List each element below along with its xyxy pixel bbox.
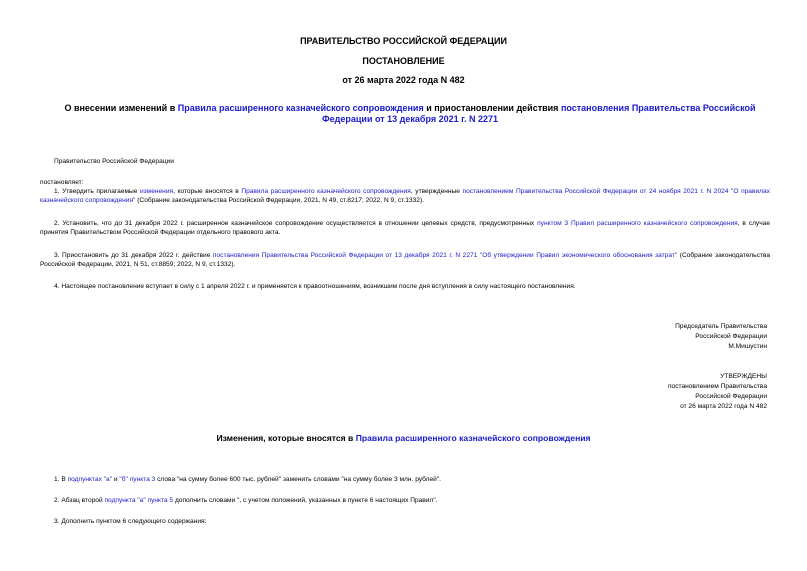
p2-text-2: , в случае принятия Правительством Российской Федерации отдельного правового акта. xyxy=(40,220,770,236)
decrees-line: постановляет: xyxy=(40,179,84,186)
paragraph-4: 4. Настоящее постановление вступает в силу с 1 апреля 2022 г. и применяется к правоотношениям, возникшим после дня вступления в силу настоящего постановления. xyxy=(54,283,576,290)
i1-link-subpoints-a[interactable]: подпунктах "а" xyxy=(67,476,113,483)
approved-block xyxy=(507,372,767,412)
p1-link-decree-2024[interactable]: постановлением Правительства Российской Федерации от 24 ноября 2021 г. N 2024 "О правилах казначейского сопровождения" xyxy=(40,188,770,204)
p3-text-2: (Собрание законодательства Российской Федерации, 2021, N 51, ст.8859; 2022, N 9, ст.1332). xyxy=(40,252,770,268)
p3-text-1: 3. Приостановить до 31 декабря 2022 г. действие xyxy=(54,252,213,259)
changes-title-link[interactable]: Правила расширенного казначейского сопровождения xyxy=(355,433,591,443)
change-item-3: 3. Дополнить пунктом 6 следующего содержания: xyxy=(54,518,207,525)
i1-link-b-point-3[interactable]: "б" пункта 3 xyxy=(119,476,156,483)
p2-text-1: 2. Установить, что до 31 декабря 2022 г. расширенное казначейское сопровождение осуществляется в отношении целевых средств, предусмотренных xyxy=(54,220,538,227)
paragraph-3 xyxy=(40,251,770,269)
header-doc-type: ПОСТАНОВЛЕНИЕ xyxy=(362,56,445,66)
change-item-1 xyxy=(40,475,770,484)
i1-text-1: 1. В xyxy=(54,476,68,483)
i1-text-3: слова "на сумму более 600 тыс. рублей" заменить словами "на сумму более 3 млн. рублей". xyxy=(155,476,442,483)
document-title xyxy=(50,103,770,125)
p2-link-point-3[interactable]: пунктом 3 Правил расширенного казначейского сопровождения xyxy=(537,220,738,227)
changes-title xyxy=(40,433,767,443)
title-link-decree-2271[interactable]: постановления Правительства Российской Федерации от 13 декабря 2021 г. N 2271 xyxy=(321,103,756,124)
approved-line-2: постановлением Правительства xyxy=(667,383,767,390)
p1-text-2: , которые вносятся в xyxy=(173,188,242,195)
p1-text-1: 1. Утвердить прилагаемые xyxy=(54,188,140,195)
i2-text-2: дополнить словами ", с учетом положений, указанных в пункте 6 настоящих Правил". xyxy=(173,497,438,504)
p1-link-changes[interactable]: изменения xyxy=(139,188,174,195)
title-link-rules[interactable]: Правила расширенного казначейского сопровождения xyxy=(177,103,424,113)
p1-text-3: , утвержденные xyxy=(410,188,463,195)
signature-line-2: Российской Федерации xyxy=(695,333,767,340)
header-org: ПРАВИТЕЛЬСТВО РОССИЙСКОЙ ФЕДЕРАЦИИ xyxy=(300,36,507,46)
approved-line-1: УТВЕРЖДЕНЫ xyxy=(720,373,767,380)
change-item-2 xyxy=(40,496,770,505)
i2-text-1: 2. Абзац второй xyxy=(54,497,105,504)
title-text-1: О внесении изменений в xyxy=(64,103,178,113)
title-text-2: и приостановлении действия xyxy=(423,103,561,113)
signature-line-3: М.Мишустин xyxy=(728,343,767,350)
approved-line-4: от 26 марта 2022 года N 482 xyxy=(680,403,767,410)
paragraph-2 xyxy=(40,219,770,237)
i1-text-2: и xyxy=(112,476,120,483)
p1-text-4: (Собрание законодательства Российской Федерации, 2021, N 49, ст.8217; 2022, N 9, ст.1332). xyxy=(135,197,424,204)
p1-link-rules[interactable]: Правила расширенного казначейского сопровождения xyxy=(241,188,411,195)
signature-line-1: Председатель Правительства xyxy=(675,323,767,330)
p3-link-decree-2271[interactable]: постановления Правительства Российской Федерации от 13 декабря 2021 г. N 2271 "Об утверждении Правил экономического обоснования затрат" xyxy=(212,252,678,259)
i2-link-subpoint-a-point-5[interactable]: подпункта "а" пункта 5 xyxy=(104,497,174,504)
signature-block xyxy=(507,322,767,352)
government-line: Правительство Российской Федерации xyxy=(54,158,174,165)
header-date-number: от 26 марта 2022 года N 482 xyxy=(342,75,465,85)
paragraph-1 xyxy=(40,187,770,205)
changes-title-text: Изменения, которые вносятся в xyxy=(216,433,356,443)
approved-line-3: Российской Федерации xyxy=(695,393,767,400)
